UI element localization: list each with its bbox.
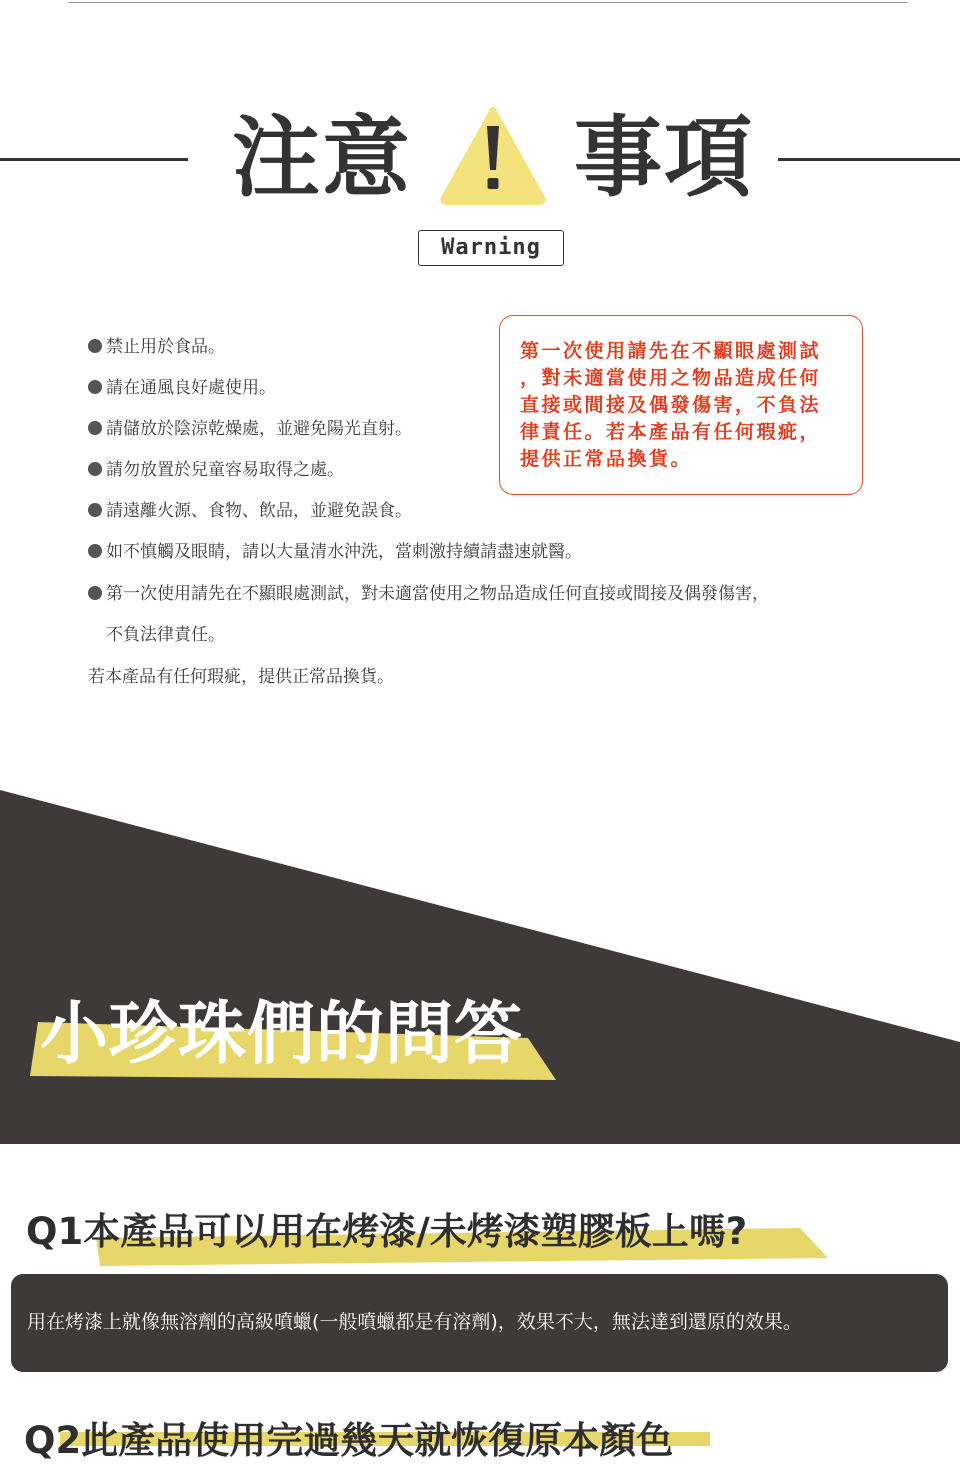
notice-item: 禁止用於食品。 bbox=[88, 336, 225, 358]
qa-section-title: 小珍珠們的問答 bbox=[40, 995, 524, 1074]
heading-title-right: 事項 bbox=[574, 106, 755, 209]
heading-title-left: 注意 bbox=[232, 106, 413, 209]
bullet-icon bbox=[88, 339, 102, 353]
warning-tag: Warning bbox=[418, 230, 564, 266]
q2-question: Q2此產品使用完過幾天就恢復原本顏色 bbox=[24, 1419, 674, 1462]
red-notice-line: 提供正常品換貨。 bbox=[520, 448, 693, 470]
red-notice-box bbox=[499, 315, 863, 495]
bullet-icon bbox=[88, 586, 102, 600]
q1-answer-box bbox=[11, 1274, 948, 1372]
notice-item: 請勿放置於兒童容易取得之處。 bbox=[88, 459, 344, 481]
q1-question: Q1本產品可以用在烤漆/未烤漆塑膠板上嗎? bbox=[26, 1210, 748, 1253]
bullet-icon bbox=[88, 503, 102, 517]
red-notice-line: 律責任。若本產品有任何瑕疵， bbox=[520, 421, 822, 443]
notice-item-continued: 不負法律責任。 bbox=[106, 625, 225, 645]
bullet-icon bbox=[88, 462, 102, 476]
top-divider bbox=[68, 2, 908, 3]
bullet-icon bbox=[88, 421, 102, 435]
notice-item-plain: 若本產品有任何瑕疵，提供正常品換貨。 bbox=[88, 667, 394, 687]
notice-item: 第一次使用請先在不顯眼處測試，對未適當使用之物品造成任何直接或間接及偶發傷害， bbox=[88, 583, 769, 605]
notice-item: 請遠離火源、食物、飲品，並避免誤食。 bbox=[88, 500, 412, 522]
red-notice-line: ，對未適當使用之物品造成任何 bbox=[520, 367, 822, 389]
bullet-icon bbox=[88, 380, 102, 394]
q1-answer: 用在烤漆上就像無溶劑的高級噴蠟(一般噴蠟都是有溶劑)，效果不大，無法達到還原的效果。 bbox=[27, 1311, 802, 1333]
bullet-icon bbox=[88, 544, 102, 558]
qa-banner bbox=[0, 790, 960, 1144]
notice-item: 請在通風良好處使用。 bbox=[88, 377, 276, 399]
notice-item: 請儲放於陰涼乾燥處，並避免陽光直射。 bbox=[88, 418, 412, 440]
warning-triangle-icon bbox=[438, 104, 548, 206]
red-notice-line: 直接或間接及偶發傷害，不負法 bbox=[520, 394, 822, 416]
heading-right-rule bbox=[778, 158, 960, 161]
red-notice-line: 第一次使用請先在不顯眼處測試 bbox=[520, 340, 822, 362]
heading-left-rule bbox=[0, 158, 188, 161]
notice-item: 如不慎觸及眼睛，請以大量清水沖洗，當刺激持續請盡速就醫。 bbox=[88, 541, 582, 563]
